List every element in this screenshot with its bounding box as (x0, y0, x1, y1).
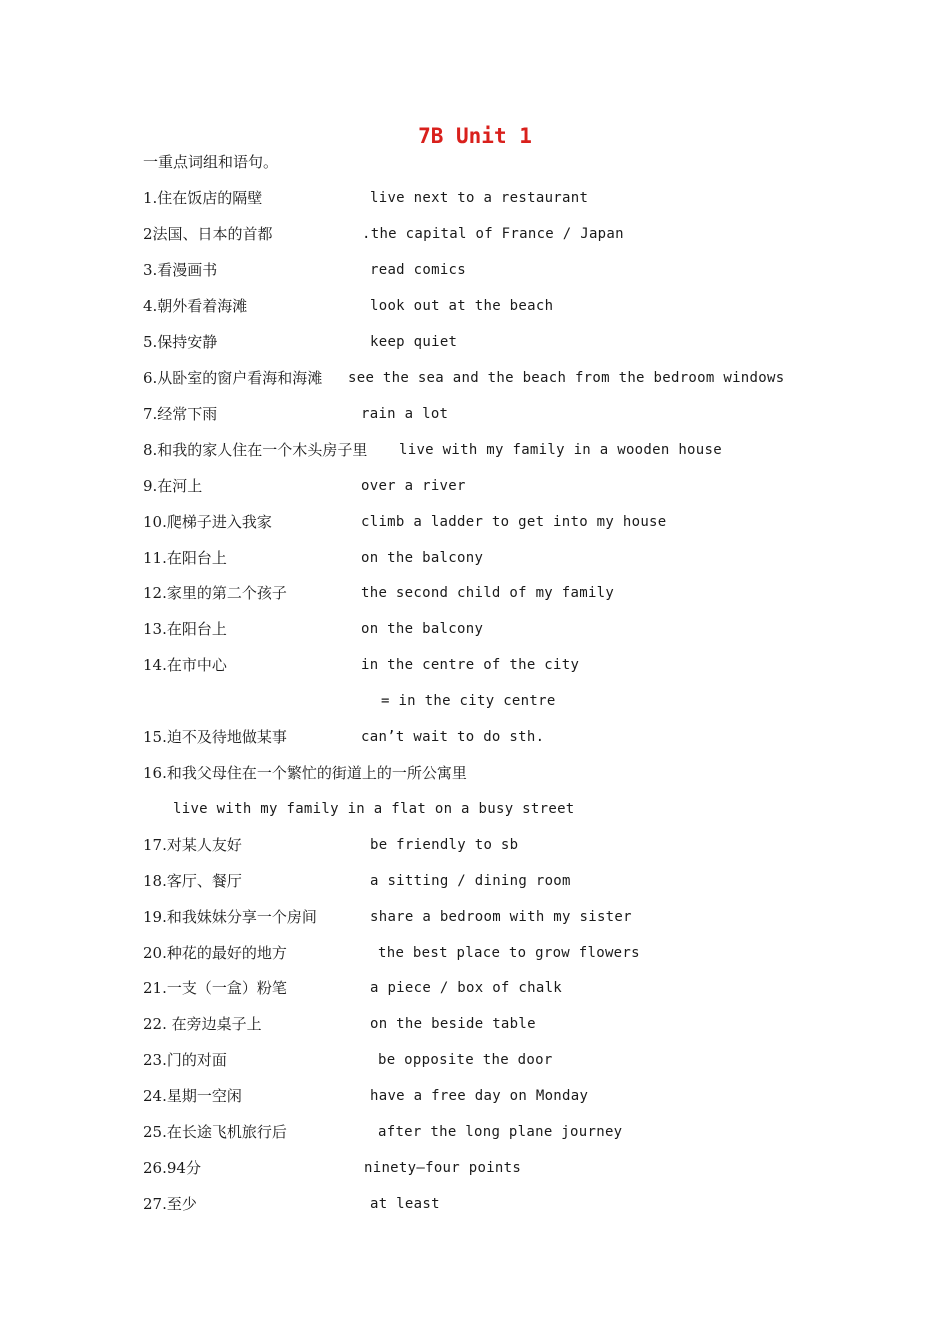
chinese-phrase: 25.在长途飞机旅行后 (143, 1123, 287, 1141)
phrase-row (143, 762, 843, 784)
english-phrase: see the sea and the beach from the bedroom windows (348, 370, 785, 386)
chinese-phrase: 17.对某人友好 (143, 836, 242, 854)
chinese-phrase: 21.一支（一盒）粉笔 (143, 979, 287, 997)
phrase-row (143, 511, 843, 533)
english-phrase: = in the city centre (381, 693, 556, 709)
english-phrase: keep quiet (370, 334, 458, 350)
chinese-phrase: 11.在阳台上 (143, 549, 227, 567)
phrase-row (143, 654, 843, 676)
phrase-row (143, 223, 843, 245)
english-phrase: live next to a restaurant (370, 190, 589, 206)
english-phrase: be opposite the door (378, 1052, 553, 1068)
english-phrase: a piece / box of chalk (370, 980, 563, 996)
chinese-phrase: 16.和我父母住在一个繁忙的街道上的一所公寓里 (143, 764, 467, 782)
english-phrase: the second child of my family (361, 585, 615, 601)
chinese-phrase: 10.爬梯子进入我家 (143, 513, 272, 531)
phrase-row (143, 906, 843, 928)
chinese-phrase: 14.在市中心 (143, 656, 227, 674)
english-phrase: after the long plane journey (378, 1124, 623, 1140)
phrase-row (143, 1193, 843, 1215)
phrase-row (143, 942, 843, 964)
phrase-row (143, 1013, 843, 1035)
english-phrase: have a free day on Monday (370, 1088, 589, 1104)
phrase-row (143, 295, 843, 317)
english-phrase: live with my family in a flat on a busy street (173, 801, 575, 817)
phrase-row (143, 187, 843, 209)
chinese-phrase: 1.住在饭店的隔壁 (143, 189, 263, 207)
chinese-phrase: 4.朝外看着海滩 (143, 297, 248, 315)
phrase-row (143, 977, 843, 999)
section-heading: 一重点词组和语句。 (143, 153, 279, 171)
english-phrase: share a bedroom with my sister (370, 909, 632, 925)
english-phrase: be friendly to sb (370, 837, 519, 853)
chinese-phrase: 12.家里的第二个孩子 (143, 584, 287, 602)
phrase-row (143, 618, 843, 640)
phrase-row (143, 1121, 843, 1143)
chinese-phrase: 22. 在旁边桌子上 (143, 1015, 262, 1033)
chinese-phrase: 7.经常下雨 (143, 405, 218, 423)
english-phrase: .the capital of France / Japan (362, 226, 624, 242)
chinese-phrase: 18.客厅、餐厅 (143, 872, 242, 890)
english-phrase: live with my family in a wooden house (399, 442, 722, 458)
phrase-row (143, 834, 843, 856)
chinese-phrase: 23.门的对面 (143, 1051, 227, 1069)
english-phrase: in the centre of the city (361, 657, 580, 673)
phrase-row (143, 690, 843, 712)
english-phrase: at least (370, 1196, 440, 1212)
phrase-row (143, 870, 843, 892)
phrase-row (143, 259, 843, 281)
chinese-phrase: 6.从卧室的窗户看海和海滩 (143, 369, 323, 387)
chinese-phrase: 24.星期一空闲 (143, 1087, 242, 1105)
phrase-row (143, 439, 843, 461)
english-phrase: a sitting / dining room (370, 873, 571, 889)
chinese-phrase: 26.94分 (143, 1159, 201, 1177)
phrase-row (143, 726, 843, 748)
chinese-phrase: 13.在阳台上 (143, 620, 227, 638)
phrase-row (143, 798, 843, 820)
phrase-row (143, 403, 843, 425)
chinese-phrase: 8.和我的家人住在一个木头房子里 (143, 441, 368, 459)
phrase-row (143, 475, 843, 497)
chinese-phrase: 9.在河上 (143, 477, 203, 495)
phrase-row (143, 547, 843, 569)
phrase-row (143, 1157, 843, 1179)
english-phrase: on the balcony (361, 550, 484, 566)
english-phrase: look out at the beach (370, 298, 554, 314)
english-phrase: read comics (370, 262, 467, 278)
english-phrase: rain a lot (361, 406, 449, 422)
page-title: 7B Unit 1 (418, 124, 532, 148)
english-phrase: the best place to grow flowers (378, 945, 640, 961)
english-phrase: can’t wait to do sth. (361, 729, 545, 745)
phrase-row (143, 331, 843, 353)
phrase-row (143, 367, 843, 389)
chinese-phrase: 5.保持安静 (143, 333, 218, 351)
phrase-row (143, 1049, 843, 1071)
chinese-phrase: 27.至少 (143, 1195, 197, 1213)
english-phrase: on the beside table (370, 1016, 536, 1032)
english-phrase: on the balcony (361, 621, 484, 637)
english-phrase: ninety—four points (364, 1160, 522, 1176)
english-phrase: climb a ladder to get into my house (361, 514, 667, 530)
phrase-row (143, 1085, 843, 1107)
chinese-phrase: 2法国、日本的首都 (143, 225, 273, 243)
chinese-phrase: 20.种花的最好的地方 (143, 944, 287, 962)
chinese-phrase: 3.看漫画书 (143, 261, 218, 279)
chinese-phrase: 15.迫不及待地做某事 (143, 728, 287, 746)
chinese-phrase: 19.和我妹妹分享一个房间 (143, 908, 317, 926)
english-phrase: over a river (361, 478, 466, 494)
phrase-row (143, 582, 843, 604)
